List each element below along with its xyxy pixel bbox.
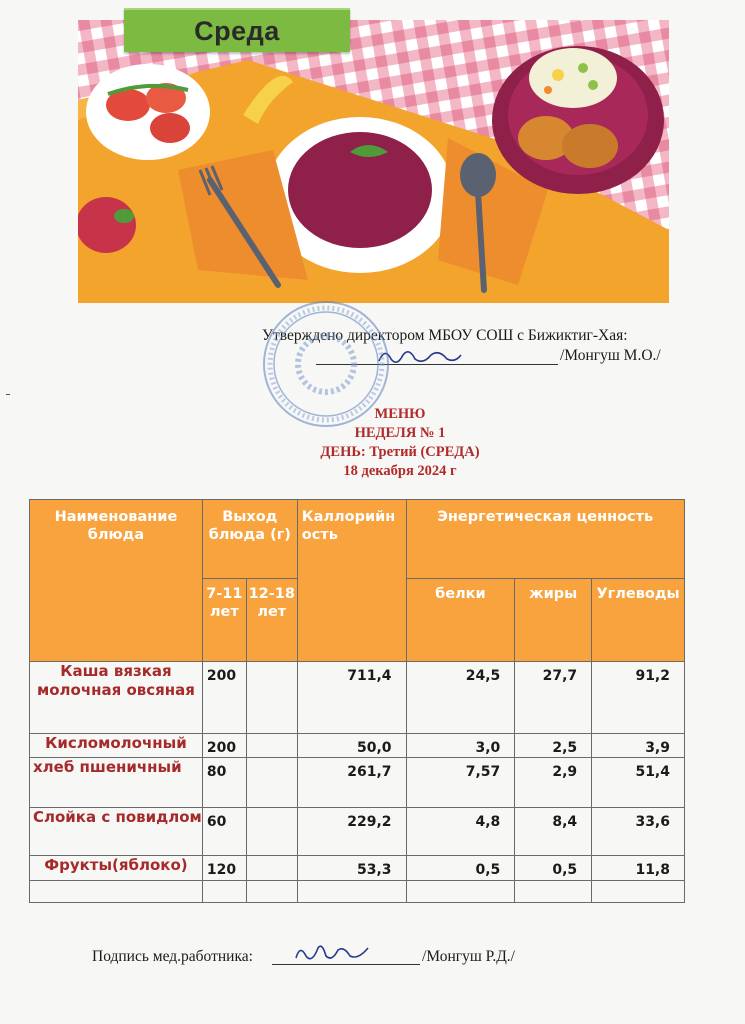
table-row — [30, 662, 685, 734]
table-row — [30, 758, 685, 808]
nurse-name: /Монгуш Р.Д./ — [422, 948, 515, 965]
calories-value: 53,3 — [297, 856, 406, 881]
nurse-signature — [292, 940, 372, 966]
header-age-7-11: 7-11 лет — [202, 579, 246, 662]
dish-name: Слойка с повидлом — [30, 808, 203, 856]
output-12-18 — [246, 856, 297, 881]
output-12-18 — [246, 758, 297, 808]
table-row-empty — [30, 881, 685, 903]
dish-name: Фрукты(яблоко) — [30, 856, 203, 881]
carbs-value: 33,6 — [592, 808, 685, 856]
header-calories: Каллорийность — [297, 500, 406, 662]
carbs-value: 51,4 — [592, 758, 685, 808]
nurse-signature-label: Подпись мед.работника: — [92, 948, 253, 965]
table-row — [30, 734, 685, 758]
dish-name: Каша вязкая молочная овсяная — [30, 662, 203, 734]
carbs-value: 3,9 — [592, 734, 685, 758]
week-label: НЕДЕЛЯ № 1 — [354, 425, 446, 441]
header-age-12-18: 12-18 лет — [246, 579, 297, 662]
fat-value: 8,4 — [515, 808, 592, 856]
output-7-11: 200 — [202, 734, 246, 758]
calories-value: 711,4 — [297, 662, 406, 734]
header-energy-value: Энергетическая ценность — [406, 500, 684, 579]
table-row — [30, 856, 685, 881]
menu-title: МЕНЮ — [374, 406, 426, 422]
day-badge: Среда — [124, 8, 350, 52]
output-7-11: 80 — [202, 758, 246, 808]
protein-value: 4,8 — [406, 808, 515, 856]
director-name: /Монгуш М.О./ — [560, 347, 661, 364]
protein-value: 7,57 — [406, 758, 515, 808]
protein-value: 3,0 — [406, 734, 515, 758]
scan-mark — [6, 394, 10, 395]
protein-value: 24,5 — [406, 662, 515, 734]
fat-value: 2,9 — [515, 758, 592, 808]
fat-value: 27,7 — [515, 662, 592, 734]
calories-value: 229,2 — [297, 808, 406, 856]
fat-value: 0,5 — [515, 856, 592, 881]
header-protein: белки — [406, 579, 515, 662]
output-12-18 — [246, 808, 297, 856]
day-label: ДЕНЬ: Третий (СРЕДА) — [320, 444, 480, 460]
output-7-11: 200 — [202, 662, 246, 734]
food-illustration — [78, 20, 669, 303]
protein-value: 0,5 — [406, 856, 515, 881]
carbs-value: 11,8 — [592, 856, 685, 881]
carbs-value: 91,2 — [592, 662, 685, 734]
calories-value: 261,7 — [297, 758, 406, 808]
dish-name: Кисломолочный — [30, 734, 203, 758]
date-label: 18 декабря 2024 г — [343, 463, 457, 479]
header-carbs: Углеводы — [592, 579, 685, 662]
calories-value: 50,0 — [297, 734, 406, 758]
dish-name: хлеб пшеничный — [30, 758, 203, 808]
output-12-18 — [246, 734, 297, 758]
menu-table — [29, 499, 685, 903]
output-7-11: 60 — [202, 808, 246, 856]
table-row — [30, 808, 685, 856]
header-fat: жиры — [515, 579, 592, 662]
header-output: Выход блюда (г) — [202, 500, 297, 579]
header-dish-name: Наименование блюда — [30, 500, 203, 662]
approval-text: Утверждено директором МБОУ СОШ с Бижиктиг-Хая: — [262, 327, 628, 344]
output-7-11: 120 — [202, 856, 246, 881]
output-12-18 — [246, 662, 297, 734]
fat-value: 2,5 — [515, 734, 592, 758]
